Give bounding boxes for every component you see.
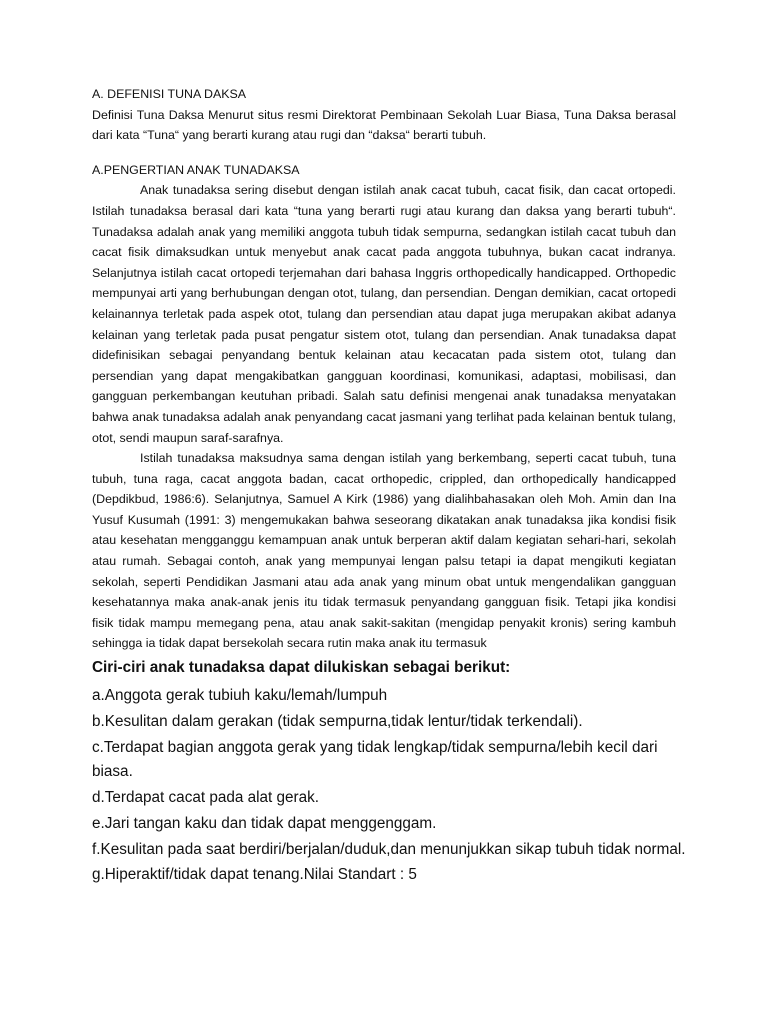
section-a-text: Definisi Tuna Daksa Menurut situs resmi Direktorat Pembinaan Sekolah Luar Biasa, Tuna Daksa berasal dari kata “Tuna“ yang berarti kurang atau rugi dan “daksa“ berarti tubuh.	[92, 107, 676, 143]
ciri-item-g: g.Hiperaktif/tidak dapat tenang.Nilai Standart : 5	[92, 866, 417, 884]
document-body	[92, 84, 676, 654]
ciri-item-d: d.Terdapat cacat pada alat gerak.	[92, 788, 320, 806]
ciri-item-a: a.Anggota gerak tubiuh kaku/lemah/lumpuh	[92, 687, 388, 704]
ciri-section	[92, 655, 692, 889]
ciri-list	[92, 684, 692, 888]
ciri-item-c: c.Terdapat bagian anggota gerak yang tidak lengkap/tidak sempurna/lebih kecil dari biasa.	[92, 738, 658, 781]
ciri-item-b: b.Kesulitan dalam gerakan (tidak sempurna,tidak lentur/tidak terkendali).	[92, 712, 583, 730]
ciri-title: Ciri-ciri anak tunadaksa dapat dilukiskan sebagai berikut:	[92, 659, 511, 676]
section-a-heading: A. DEFENISI TUNA DAKSA	[92, 87, 247, 101]
section-b-paragraph-2: Istilah tunadaksa maksudnya sama dengan istilah yang berkembang, seperti cacat tubuh, tuna tubuh, tuna raga, cacat anggota badan, cacat orthopedic, crippled, dan orthopedically handicapped (Depdikbud, 1986:6). Selanjutnya, Samuel A Kirk (1986) yang dialihbahasakan oleh Moh. Amin dan Ina Yusuf Kusumah (1991: 3) mengemukakan bahwa seseorang dikatakan anak tunadaksa jika kondisi fisik atau kesehatan mengganggu kemampuan anak untuk berperan aktif dalam kegiatan sehari-hari, sekolah atau rumah. Sebagai contoh, anak yang mempunyai lengan palsu tetapi ia dapat mengikuti kegiatan sekolah, seperti Pendidikan Jasmani atau ada anak yang minum obat untuk mengendalikan gangguan kesehatannya maka anak-anak jenis itu tidak termasuk penyandang gangguan fisik. Tetapi jika kondisi fisik tidak mampu memegang pena, atau anak sakit-sakitan (mengidap penyakit kronis) sering kambuh sehingga ia tidak dapat bersekolah secara rutin maka anak itu termasuk	[92, 451, 676, 651]
ciri-item-f: f.Kesulitan pada saat berdiri/berjalan/duduk,dan menunjukkan sikap tubuh tidak normal.	[92, 840, 686, 858]
section-b-paragraph-1: Anak tunadaksa sering disebut dengan istilah anak cacat tubuh, cacat fisik, dan cacat ortopedi. Istilah tunadaksa berasal dari kata “tuna yang berarti rugi atau kurang dan daksa yang berarti tubuh“. Tunadaksa adalah anak yang memiliki anggota tubuh tidak sempurna, sedangkan istilah cacat tubuh dan cacat fisik dimaksudkan untuk menyebut anak cacat pada anggota tubuhnya, bukan cacat indranya. Selanjutnya istilah cacat ortopedi terjemahan dari bahasa Inggris orthopedically handicapped. Orthopedic mempunyai arti yang berhubungan dengan otot, tulang, dan persendian. Dengan demikian, cacat ortopedi kelainannya terletak pada aspek otot, tulang dan persendian atau dapat juga merupakan akibat adanya kelainan yang terletak pada pusat pengatur sistem otot, tulang dan persendian. Anak tunadaksa dapat didefinisikan sebagai penyandang bentuk kelainan atau kecacatan pada sistem otot, tulang dan persendian yang dapat mengakibatkan gangguan koordinasi, komunikasi, adaptasi, mobilisasi, dan gangguan perkembangan keutuhan pribadi. Salah satu definisi mengenai anak tunadaksa menyatakan bahwa anak tunadaksa adalah anak penyandang cacat jasmani yang terlihat pada kelainan bentuk tulang, otot, sendi maupun saraf-sarafnya.	[92, 183, 676, 445]
ciri-item-e: e.Jari tangan kaku dan tidak dapat menggenggam.	[92, 814, 437, 832]
section-b-heading: A.PENGERTIAN ANAK TUNADAKSA	[92, 162, 300, 177]
